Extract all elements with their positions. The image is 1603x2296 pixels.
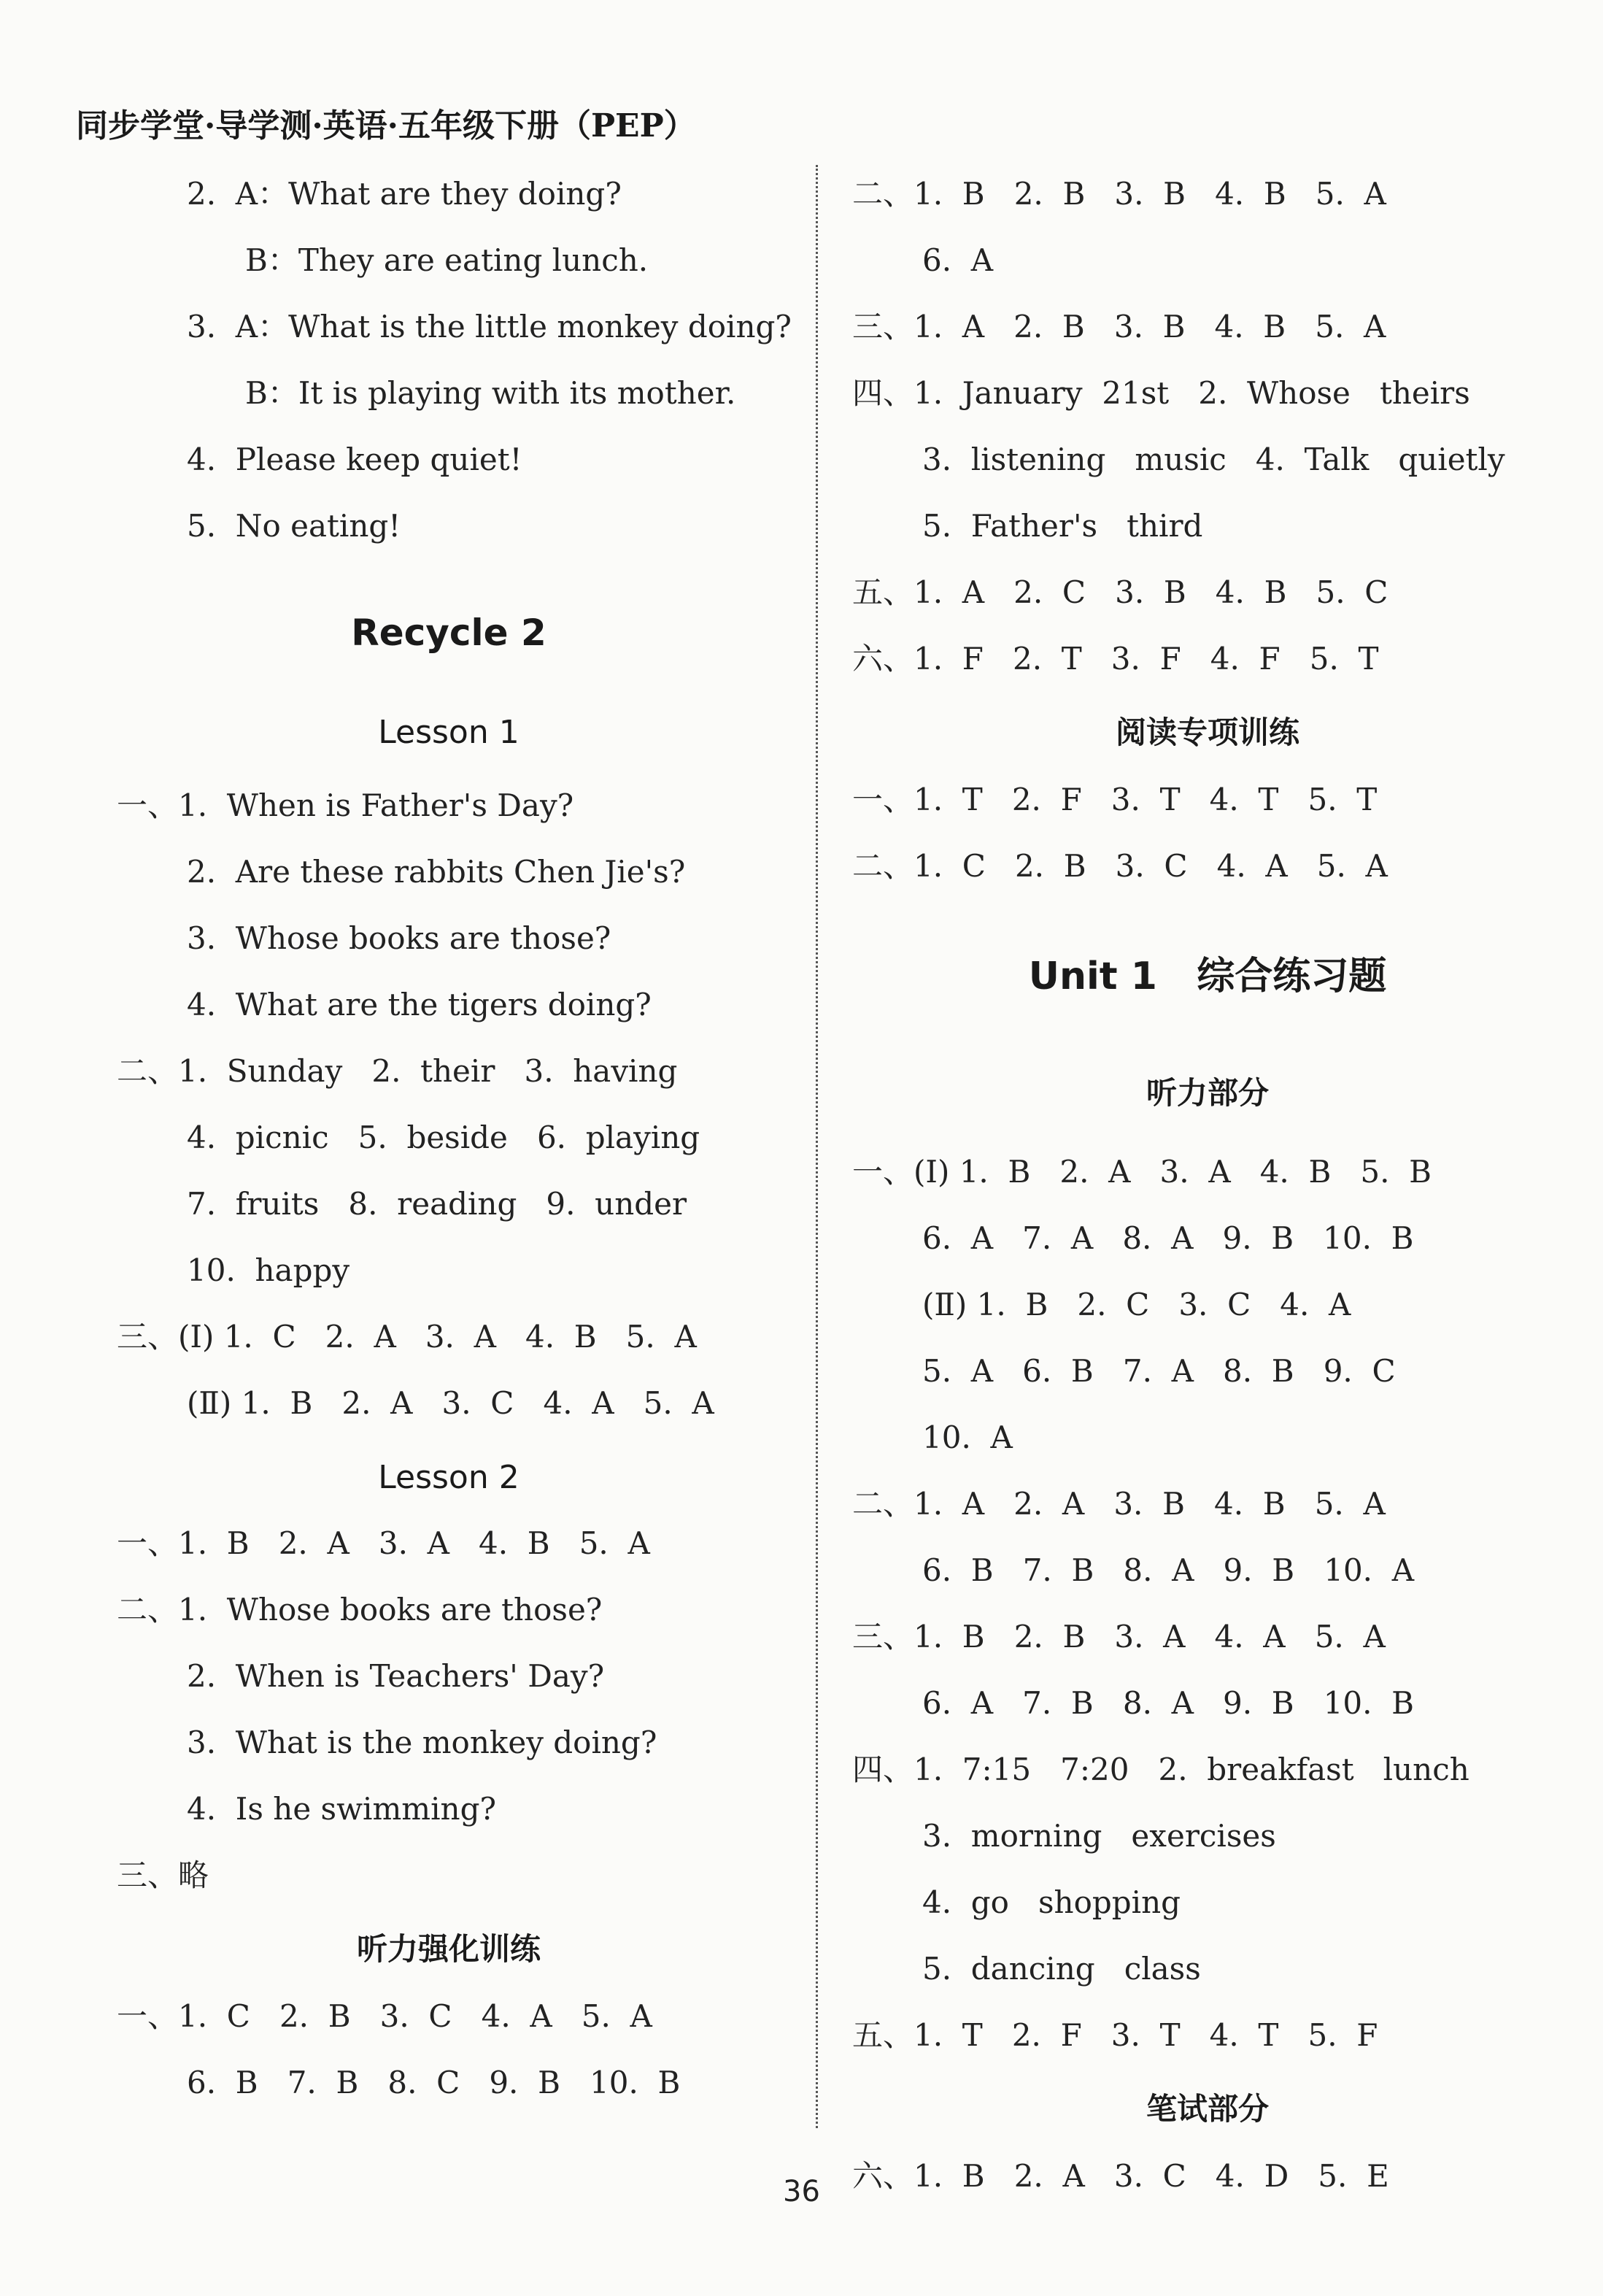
answer-line: 4. go shopping [922, 1884, 1181, 1920]
answer-line: 3. listening music 4. Talk quietly [922, 442, 1505, 477]
answer-line: 5. No eating! [187, 508, 401, 544]
answer-line: 6. B 7. B 8. A 9. B 10. A [922, 1552, 1415, 1588]
answer-line: 3. Whose books are those? [187, 920, 611, 956]
page-header: 同步学堂·导学测·英语·五年级下册（PEP） [76, 107, 696, 145]
answer-line: 二、1. A 2. A 3. B 4. B 5. A [852, 1486, 1386, 1522]
answer-line: 一、1. C 2. B 3. C 4. A 5. A [117, 1998, 652, 2034]
answer-line: 4. Is he swimming? [187, 1791, 496, 1827]
answer-line: 5. dancing class [922, 1951, 1201, 1987]
column-divider [816, 165, 818, 2128]
section-heading: 听力强化训练 [356, 1931, 541, 1967]
section-heading: 阅读专项训练 [1115, 714, 1299, 750]
answer-line: 三、1. B 2. B 3. A 4. A 5. A [852, 1619, 1386, 1654]
answer-line: 四、1. January 21st 2. Whose theirs [852, 375, 1470, 411]
section-heading: Lesson 2 [378, 1459, 519, 1496]
answer-line: B：It is playing with its mother. [245, 375, 736, 411]
answer-line: 2. Are these rabbits Chen Jie's? [187, 854, 686, 890]
answer-line: 3. morning exercises [922, 1818, 1276, 1854]
answer-line: 三、(Ⅰ) 1. C 2. A 3. A 4. B 5. A [117, 1319, 697, 1355]
answer-line: 2. When is Teachers' Day? [187, 1658, 605, 1694]
answer-line: 10. happy [187, 1252, 350, 1288]
answer-line: 一、1. When is Father's Day? [117, 787, 574, 823]
answer-line: 4. Please keep quiet! [187, 442, 522, 477]
answer-line: 五、1. A 2. C 3. B 4. B 5. C [852, 574, 1388, 610]
answer-line: 4. picnic 5. beside 6. playing [187, 1120, 700, 1155]
answer-line: 一、1. B 2. A 3. A 4. B 5. A [117, 1525, 650, 1561]
answer-line: B：They are eating lunch. [245, 242, 649, 278]
answer-line: 三、略 [117, 1857, 209, 1893]
answer-line: 一、(Ⅰ) 1. B 2. A 3. A 4. B 5. B [852, 1154, 1432, 1190]
section-heading: Recycle 2 [351, 612, 546, 654]
answer-line: 5. Father's third [922, 508, 1203, 544]
answer-line: 3. What is the monkey doing? [187, 1725, 657, 1760]
answer-line: 6. A 7. A 8. A 9. B 10. B [922, 1220, 1414, 1256]
answer-line: 6. B 7. B 8. C 9. B 10. B [187, 2065, 681, 2100]
answer-line: 二、1. B 2. B 3. B 4. B 5. A [852, 176, 1386, 212]
page-number: 36 [783, 2175, 820, 2208]
section-heading: Lesson 1 [378, 714, 519, 751]
answer-line: 7. fruits 8. reading 9. under [187, 1186, 687, 1222]
answer-line: 二、1. Sunday 2. their 3. having [117, 1053, 678, 1089]
answer-line: 六、1. F 2. T 3. F 4. F 5. T [852, 641, 1379, 677]
answer-line: 4. What are the tigers doing? [187, 987, 652, 1022]
answer-line: 2. A：What are they doing? [187, 176, 622, 212]
section-heading: 听力部分 [1146, 1075, 1269, 1111]
left-column [109, 165, 792, 2120]
answer-line: 六、1. B 2. A 3. C 4. D 5. E [852, 2158, 1389, 2194]
answer-line: 三、1. A 2. B 3. B 4. B 5. A [852, 309, 1386, 344]
answer-line: 二、1. Whose books are those? [117, 1592, 603, 1627]
answer-line: (Ⅱ) 1. B 2. A 3. C 4. A 5. A [187, 1385, 714, 1421]
right-column [846, 165, 1569, 2214]
answer-line: 四、1. 7:15 7:20 2. breakfast lunch [852, 1752, 1469, 1787]
answer-line: 3. A：What is the little monkey doing? [187, 309, 792, 344]
answer-line: (Ⅱ) 1. B 2. C 3. C 4. A [922, 1287, 1351, 1322]
answer-line: 10. A [922, 1419, 1013, 1455]
answer-line: 6. A 7. B 8. A 9. B 10. B [922, 1685, 1415, 1721]
answer-line: 五、1. T 2. F 3. T 4. T 5. F [852, 2017, 1378, 2053]
answer-line: 5. A 6. B 7. A 8. B 9. C [922, 1353, 1396, 1389]
section-heading: Unit 1 综合练习题 [1028, 955, 1387, 998]
section-heading: 笔试部分 [1146, 2091, 1269, 2127]
answer-line: 6. A [922, 242, 994, 278]
answer-line: 一、1. T 2. F 3. T 4. T 5. T [852, 782, 1378, 817]
answer-line: 二、1. C 2. B 3. C 4. A 5. A [852, 848, 1388, 884]
